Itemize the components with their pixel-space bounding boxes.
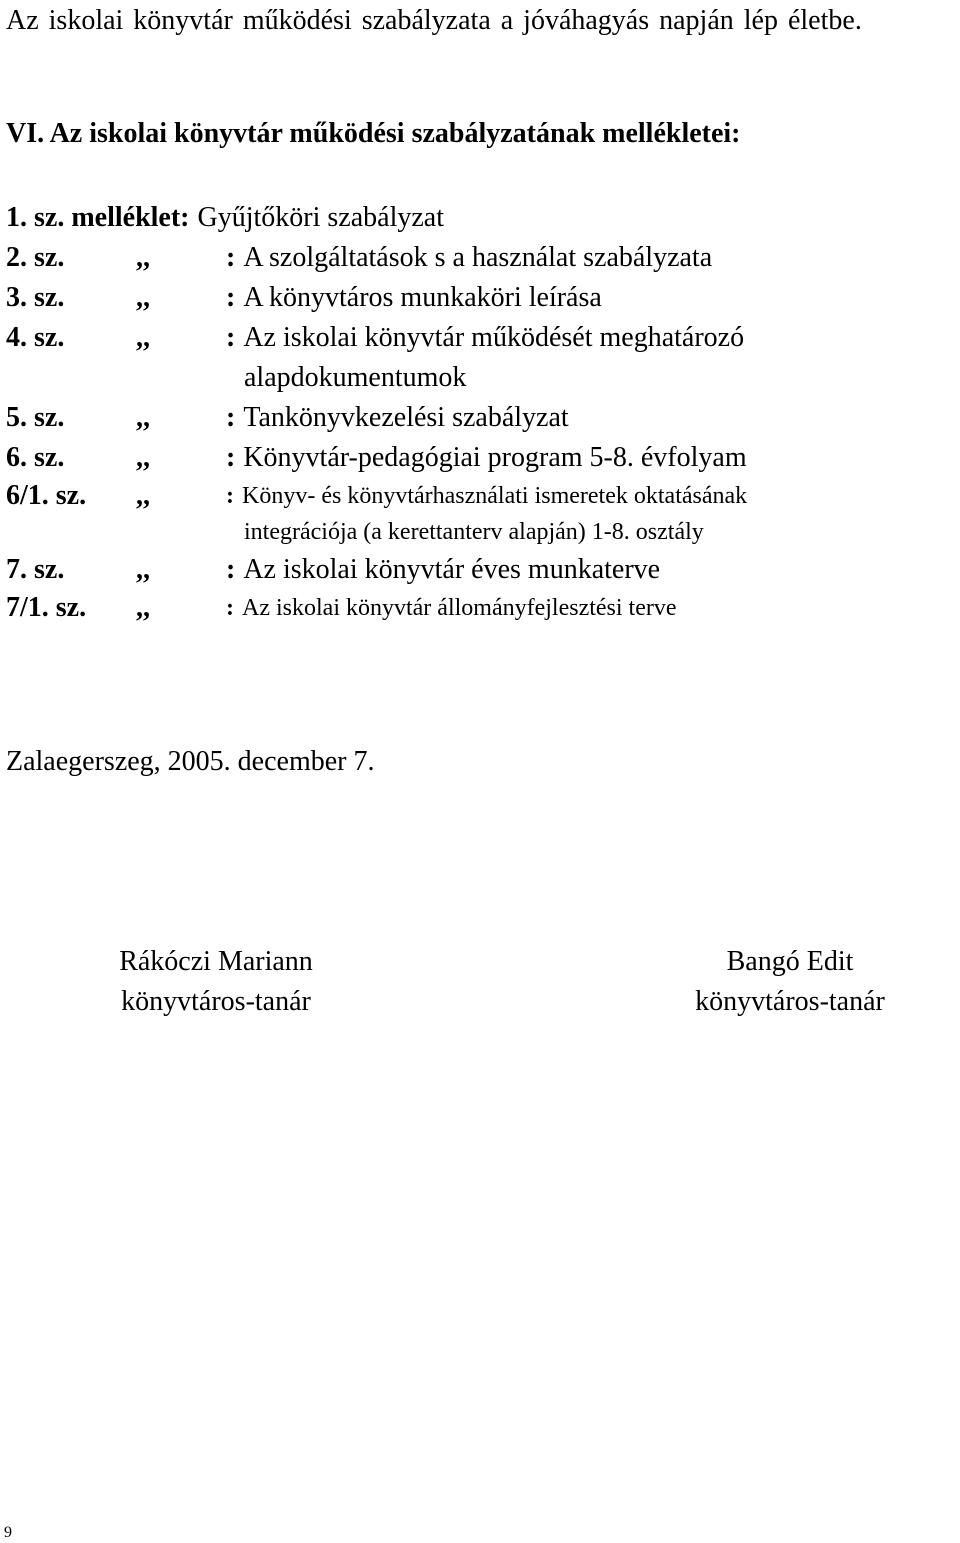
annex-text: Az iskolai könyvtár állományfejlesztési terve <box>242 595 677 621</box>
annex-colon: : <box>226 554 236 585</box>
annex-list <box>6 198 956 626</box>
place-and-date: Zalaegerszeg, 2005. december 7. <box>6 746 375 777</box>
annex-text-block <box>226 238 712 278</box>
ditto-mark: ,, <box>136 242 150 273</box>
page-number: 9 <box>4 1524 12 1541</box>
ditto-mark: ,, <box>136 442 150 473</box>
annex-number: 4. sz. <box>6 322 65 353</box>
ditto-mark: ,, <box>136 554 150 585</box>
signatory-role: könyvtáros-tanár <box>121 986 311 1017</box>
annex-colon: : <box>226 442 236 473</box>
annex-text-block <box>226 438 747 478</box>
annex-text-block <box>226 398 569 438</box>
signature-block-right <box>672 942 908 1022</box>
signatory-name: Rákóczi Mariann <box>119 946 313 977</box>
annex-number: 6/1. sz. <box>6 480 87 511</box>
signature-block-left <box>96 942 336 1022</box>
signatory-name: Bangó Edit <box>726 946 854 977</box>
section-heading: VI. Az iskolai könyvtár működési szabályzatának mellékletei: <box>6 118 741 149</box>
ditto-mark: ,, <box>136 480 150 511</box>
annex-text: A könyvtáros munkaköri leírása <box>243 282 602 313</box>
annex-label: melléklet: <box>71 202 190 233</box>
annex-item-4 <box>6 318 956 398</box>
annex-text: Tankönyvkezelési szabályzat <box>243 402 569 433</box>
annex-number: 7/1. sz. <box>6 592 87 623</box>
ditto-mark: ,, <box>136 592 150 623</box>
ditto-mark: ,, <box>136 402 150 433</box>
annex-item-1 <box>6 198 956 238</box>
annex-item-5 <box>6 398 956 438</box>
annex-item-7 <box>6 550 956 590</box>
annex-text-continuation: alapdokumentumok <box>244 362 467 393</box>
annex-number: 1. sz. <box>6 202 65 233</box>
annex-item-6 <box>6 438 956 478</box>
annex-text: Könyvtár-pedagógiai program 5-8. évfolyam <box>243 442 747 473</box>
intro-paragraph: Az iskolai könyvtár működési szabályzata a jóváhagyás napján lép életbe. <box>6 5 862 36</box>
annex-item-7-1 <box>6 590 956 626</box>
annex-text: A szolgáltatások s a használat szabályzata <box>243 242 713 273</box>
annex-text-block <box>226 318 744 398</box>
annex-item-2 <box>6 238 956 278</box>
annex-colon: : <box>226 483 234 509</box>
annex-item-3 <box>6 278 956 318</box>
annex-colon: : <box>226 322 236 353</box>
ditto-mark: ,, <box>136 322 150 353</box>
annex-text-block <box>226 550 660 590</box>
annex-text: Gyűjtőköri szabályzat <box>197 202 444 233</box>
annex-colon: : <box>226 282 236 313</box>
annex-text-block <box>226 478 747 550</box>
annex-item-6-1 <box>6 478 956 550</box>
annex-number: 6. sz. <box>6 442 65 473</box>
annex-colon: : <box>226 402 236 433</box>
annex-text-continuation: integrációja (a kerettanterv alapján) 1-8. osztály <box>244 519 704 545</box>
annex-number: 2. sz. <box>6 242 65 273</box>
annex-colon: : <box>226 595 234 621</box>
annex-text-block <box>226 278 602 318</box>
annex-text: Az iskolai könyvtár működését meghatározó <box>243 322 745 353</box>
annex-text: Könyv- és könyvtárhasználati ismeretek oktatásának <box>242 483 748 509</box>
annex-number: 7. sz. <box>6 554 65 585</box>
signatory-role: könyvtáros-tanár <box>695 986 885 1017</box>
annex-text-block <box>226 590 677 626</box>
annex-number: 5. sz. <box>6 402 65 433</box>
annex-number: 3. sz. <box>6 282 65 313</box>
annex-text: Az iskolai könyvtár éves munkaterve <box>243 554 661 585</box>
annex-colon: : <box>226 242 236 273</box>
ditto-mark: ,, <box>136 282 150 313</box>
